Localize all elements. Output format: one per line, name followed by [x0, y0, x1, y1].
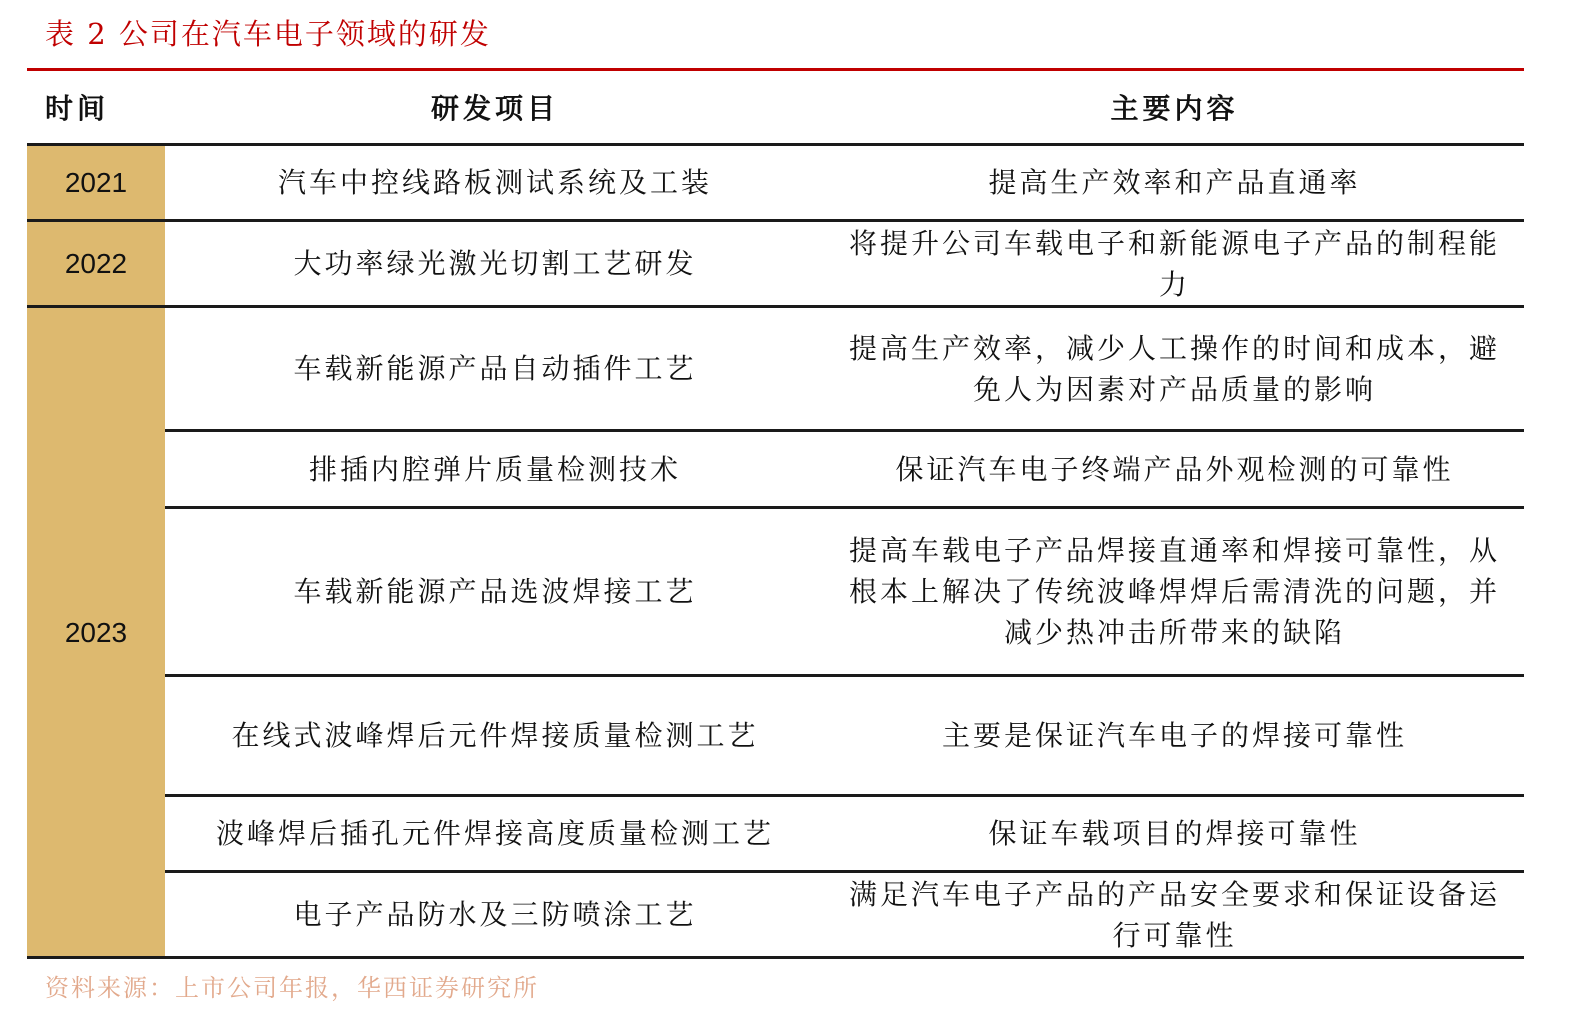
year-cell: 2023 [27, 307, 165, 958]
content-cell: 提高生产效率，减少人工操作的时间和成本，避免人为因素对产品质量的影响 [825, 307, 1524, 431]
project-cell: 大功率绿光激光切割工艺研发 [165, 221, 825, 307]
header-year: 时间 [27, 71, 165, 145]
table-row [27, 796, 1524, 872]
year-cell: 2022 [27, 221, 165, 307]
header-content: 主要内容 [825, 71, 1524, 145]
rd-table [27, 71, 1524, 959]
content-cell: 满足汽车电子产品的产品安全要求和保证设备运行可靠性 [825, 872, 1524, 958]
year-cell: 2021 [27, 145, 165, 221]
content-cell: 将提升公司车载电子和新能源电子产品的制程能力 [825, 221, 1524, 307]
table-row [27, 872, 1524, 958]
project-cell: 在线式波峰焊后元件焊接质量检测工艺 [165, 676, 825, 796]
table-row [27, 307, 1524, 431]
content-cell: 保证汽车电子终端产品外观检测的可靠性 [825, 431, 1524, 508]
project-cell: 汽车中控线路板测试系统及工装 [165, 145, 825, 221]
source-note: 资料来源：上市公司年报，华西证券研究所 [45, 974, 539, 1002]
table-row [27, 508, 1524, 676]
project-cell: 车载新能源产品自动插件工艺 [165, 307, 825, 431]
project-cell: 电子产品防水及三防喷涂工艺 [165, 872, 825, 958]
project-cell: 排插内腔弹片质量检测技术 [165, 431, 825, 508]
table-row [27, 431, 1524, 508]
content-cell: 主要是保证汽车电子的焊接可靠性 [825, 676, 1524, 796]
header-row [27, 71, 1524, 145]
content-cell: 提高生产效率和产品直通率 [825, 145, 1524, 221]
table-row [27, 145, 1524, 221]
content-cell: 提高车载电子产品焊接直通率和焊接可靠性，从根本上解决了传统波峰焊焊后需清洗的问题，并减少热冲击所带来的缺陷 [825, 508, 1524, 676]
project-cell: 波峰焊后插孔元件焊接高度质量检测工艺 [165, 796, 825, 872]
content-cell: 保证车载项目的焊接可靠性 [825, 796, 1524, 872]
table-row [27, 676, 1524, 796]
project-cell: 车载新能源产品选波焊接工艺 [165, 508, 825, 676]
table-caption: 表 2 公司在汽车电子领域的研发 [45, 17, 491, 51]
header-project: 研发项目 [165, 71, 825, 145]
table-row [27, 221, 1524, 307]
